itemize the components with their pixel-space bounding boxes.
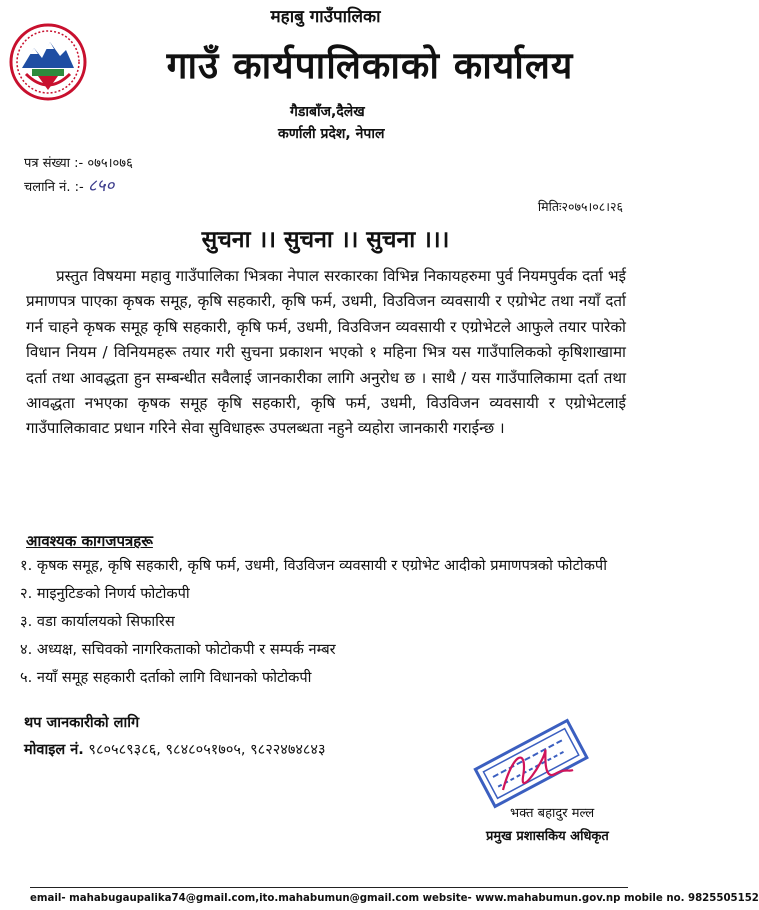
requirement-item: १. कृषक समूह, कृषि सहकारी, कृषि फर्म, उधमी, विउविजन व्यवसायी र एग्रोभेट आदीको प्रमाणपत्रको फोटोकपी — [20, 557, 607, 574]
signatory-name: भक्त बहादुर मल्ल — [510, 806, 595, 821]
municipality-name: महाबु गाउँपालिका — [270, 7, 381, 27]
office-province: कर्णाली प्रदेश, नेपाल — [278, 126, 385, 142]
contact-mobile — [24, 739, 326, 759]
requirement-item: ४. अध्यक्ष, सचिवको नागरिकताको फोटोकपी र सम्पर्क नम्बर — [20, 641, 336, 658]
requirement-item: ३. वडा कार्यालयको सिफारिस — [20, 613, 175, 630]
signatory-title: प्रमुख प्रशासकिय अधिकृत — [486, 829, 609, 844]
office-name: गाउँ कार्यपालिकाको कार्यालय — [166, 44, 574, 87]
requirement-item: २. माइनुटिङको निणर्य फोटोकपी — [20, 585, 190, 602]
dispatch-number — [24, 173, 114, 196]
dispatch-number-label: चलानि नं. :- — [24, 180, 84, 195]
letter-number-label: पत्र संख्या :- — [24, 156, 84, 171]
requirements-heading: आवश्यक कागजपत्रहरू — [26, 532, 153, 550]
mobile-label: मोवाइल नं. — [24, 742, 84, 758]
footer-divider — [30, 887, 628, 888]
letter-number-value: ०७५।०७६ — [87, 156, 133, 171]
footer-contact: email- mahabugaupalika74@gmail.com,ito.mahabumun@gmail.com website- www.mahabumun.gov.np mobile no. 9825505152 — [30, 893, 759, 904]
notice-date: मितिः२०७५।०८।२६ — [537, 199, 623, 214]
notice-body: प्रस्तुत विषयमा महावु गाउँपालिका भित्रका नेपाल सरकारका विभिन्न निकायहरुमा पुर्व नियमपुर्वक दर्ता भई प्रमाणपत्र पाएका कृषक समूह, कृषि सहकारी, कृषि फर्म, उधमी, विउविजन व्यवसायी र एग्रोभेट तथा नयाँ दर्ता गर्न चाहने कृषक समूह कृषि सहकारी, कृषि फर्म, उधमी, विउविजन व्यवसायी र एग्रोभेटले आफुले तयार पारेको विधान नियम / विनियमहरू तयार गरी सुचना प्रकाशन भएको १ महिना भित्र यस गाउँपालिकको कृषिशाखामा दर्ता तथा आवद्धता हुन सम्बन्धीत सवैलाई जानकारीका लागि अनुरोध छ । साथै / यस गाउँपालिकामा दर्ता तथा आवद्धता नभएका कृषक समूह कृषि सहकारी, कृषि फर्म, उधमी, विउविजन व्यवसायी र एग्रोभेटलाई गाउँपालिकावाट प्रधान गरिने सेवा सुविधाहरू उपलब्धता नहुने व्यहोरा जानकारी गराईन्छ । — [26, 267, 626, 438]
requirements-list — [20, 555, 620, 695]
contact-heading: थप जानकारीको लागि — [24, 715, 140, 731]
dispatch-number-value: ८५० — [87, 176, 115, 196]
notice-title: सुचना ।। सुचना ।। सुचना ।।। — [201, 227, 450, 253]
office-address: गैडाबाँज,दैलेख — [290, 104, 365, 120]
letter-number — [24, 153, 133, 171]
requirement-item: ५. नयाँ समूह सहकारी दर्ताको लागि विधानको फोटोकपी — [20, 669, 312, 686]
mobile-numbers: ९८०५८९३८६, ९८४८०५१७०५, ९८२२४७४८४३ — [88, 742, 326, 758]
nepal-emblem-icon — [8, 22, 88, 102]
